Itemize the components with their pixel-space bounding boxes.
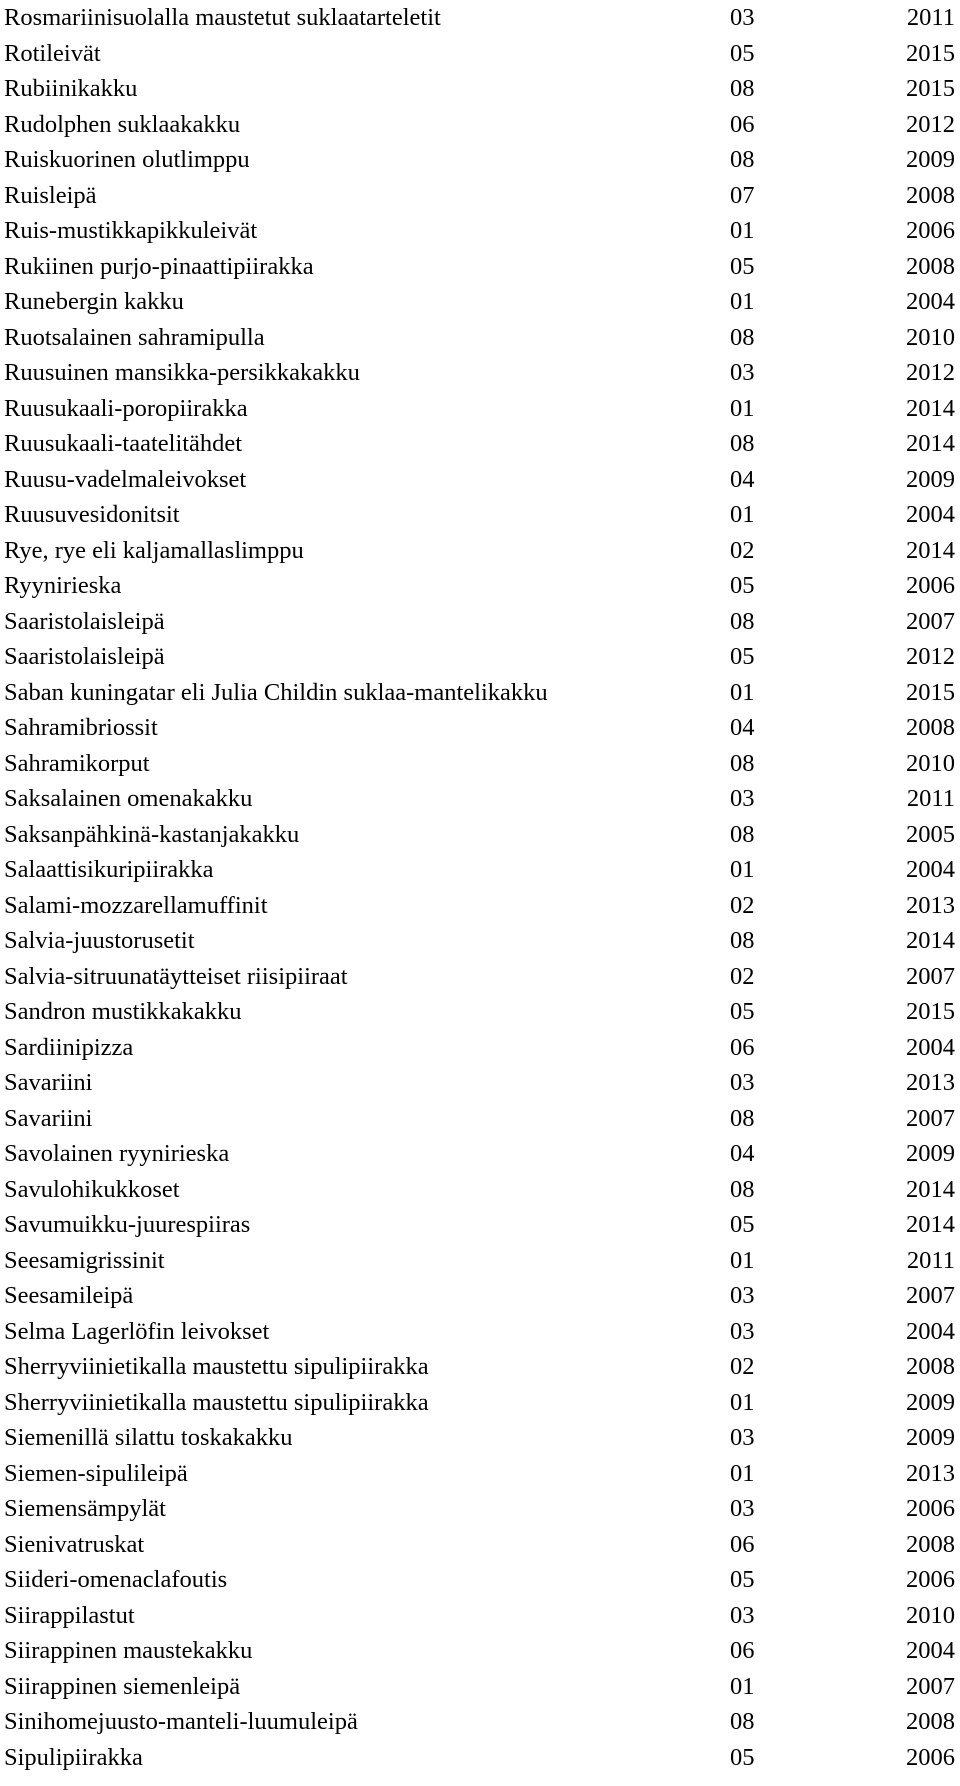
issue-year: 2014: [906, 536, 955, 564]
list-item: [0, 923, 960, 959]
recipe-name: Ruiskuorinen olutlimppu: [4, 146, 250, 173]
recipe-name: Ruusukaali-poropiirakka: [4, 394, 248, 422]
issue-number: 04: [730, 465, 755, 493]
recipe-name: Salvia-sitruunatäytteiset riisipiiraat: [4, 962, 348, 990]
issue-number: 01: [730, 288, 755, 315]
list-item: [0, 284, 960, 320]
list-item: [0, 1207, 960, 1243]
issue-year: 2013: [906, 891, 955, 919]
recipe-name: Saaristolaisleipä: [4, 643, 165, 670]
issue-year: 2009: [906, 1140, 955, 1167]
issue-number: 05: [730, 572, 755, 599]
issue-number: 03: [730, 1317, 755, 1345]
recipe-name: Sahramibriossit: [4, 714, 158, 741]
recipe-name: Rukiinen purjo-pinaattipiirakka: [4, 252, 314, 280]
issue-year: 2013: [906, 1069, 955, 1096]
recipe-name: Siemensämpylät: [4, 1495, 166, 1522]
list-item: [0, 994, 960, 1030]
issue-number: 05: [730, 252, 755, 280]
issue-number: 07: [730, 181, 755, 209]
recipe-name: Siemen-sipulileipä: [4, 1459, 188, 1487]
issue-year: 2010: [906, 749, 955, 777]
issue-year: 2008: [906, 1708, 955, 1735]
recipe-name: Saksanpähkinä-kastanjakakku: [4, 820, 300, 848]
issue-number: 05: [730, 643, 755, 670]
issue-number: 02: [730, 891, 755, 919]
issue-year: 2008: [906, 181, 955, 209]
recipe-name: Siideri-omenaclafoutis: [4, 1566, 228, 1593]
list-item: [0, 355, 960, 391]
issue-number: 08: [730, 430, 755, 457]
issue-year: 2008: [906, 1353, 955, 1380]
recipe-name: Sardiinipizza: [4, 1033, 134, 1061]
issue-year: 2009: [906, 146, 955, 173]
issue-year: 2007: [906, 607, 955, 635]
issue-number: 02: [730, 962, 755, 990]
issue-number: 03: [730, 1282, 755, 1309]
list-item: [0, 675, 960, 711]
issue-number: 03: [730, 1424, 755, 1451]
recipe-name: Ruusukaali-taatelitähdet: [4, 430, 243, 457]
issue-year: 2011: [906, 1246, 955, 1274]
list-item: [0, 1740, 960, 1776]
issue-year: 2011: [906, 785, 955, 812]
issue-year: 2014: [906, 394, 955, 422]
issue-number: 01: [730, 217, 755, 244]
recipe-name: Ryynirieska: [4, 572, 122, 599]
list-item: [0, 426, 960, 462]
recipe-name: Runebergin kakku: [4, 288, 184, 315]
recipe-name: Salami-mozzarellamuffinit: [4, 891, 268, 919]
list-item: [0, 1030, 960, 1066]
recipe-name: Siirappinen siemenleipä: [4, 1672, 241, 1700]
recipe-name: Sienivatruskat: [4, 1530, 145, 1558]
list-item: [0, 1136, 960, 1172]
issue-number: 03: [730, 1495, 755, 1522]
issue-number: 08: [730, 749, 755, 777]
issue-number: 08: [730, 1104, 755, 1132]
recipe-name: Savulohikukkoset: [4, 1175, 180, 1203]
list-item: [0, 71, 960, 107]
list-item: [0, 1065, 960, 1101]
issue-number: 03: [730, 785, 755, 812]
issue-year: 2012: [906, 359, 955, 386]
issue-number: 08: [730, 927, 755, 954]
issue-number: 08: [730, 323, 755, 351]
list-item: [0, 391, 960, 427]
recipe-name: Sherryviinietikalla maustettu sipulipiirakka: [4, 1353, 429, 1380]
recipe-name: Rubiinikakku: [4, 75, 138, 102]
issue-year: 2012: [906, 643, 955, 670]
issue-number: 01: [730, 856, 755, 883]
issue-year: 2004: [906, 288, 955, 315]
list-item: [0, 568, 960, 604]
issue-number: 06: [730, 1530, 755, 1558]
recipe-name: Rotileivät: [4, 39, 101, 67]
issue-number: 03: [730, 4, 755, 31]
recipe-name: Saaristolaisleipä: [4, 607, 165, 635]
issue-number: 02: [730, 536, 755, 564]
list-item: [0, 746, 960, 782]
issue-year: 2007: [906, 1104, 955, 1132]
list-item: [0, 781, 960, 817]
recipe-name: Savumuikku-juurespiiras: [4, 1211, 251, 1238]
issue-year: 2014: [906, 1175, 955, 1203]
list-item: [0, 142, 960, 178]
list-item: [0, 1278, 960, 1314]
issue-year: 2009: [906, 465, 955, 493]
list-item: [0, 213, 960, 249]
issue-year: 2015: [906, 75, 955, 102]
issue-year: 2014: [906, 927, 955, 954]
list-item: [0, 107, 960, 143]
list-item: [0, 888, 960, 924]
issue-year: 2009: [906, 1388, 955, 1416]
issue-year: 2010: [906, 1601, 955, 1629]
issue-year: 2007: [906, 1282, 955, 1309]
issue-year: 2009: [906, 1424, 955, 1451]
issue-year: 2004: [906, 501, 955, 528]
issue-year: 2014: [906, 1211, 955, 1238]
issue-year: 2006: [906, 217, 955, 244]
issue-number: 08: [730, 607, 755, 635]
recipe-name: Salaattisikuripiirakka: [4, 856, 214, 883]
issue-year: 2006: [906, 572, 955, 599]
issue-year: 2004: [906, 856, 955, 883]
issue-year: 2008: [906, 252, 955, 280]
issue-number: 01: [730, 678, 755, 706]
list-item: [0, 1562, 960, 1598]
issue-year: 2004: [906, 1637, 955, 1664]
issue-number: 01: [730, 1459, 755, 1487]
list-item: [0, 1349, 960, 1385]
recipe-name: Rudolphen suklaakakku: [4, 110, 241, 138]
issue-number: 03: [730, 1601, 755, 1629]
recipe-name: Selma Lagerlöfin leivokset: [4, 1317, 270, 1345]
issue-number: 05: [730, 1566, 755, 1593]
list-item: [0, 817, 960, 853]
recipe-name: Ruusuinen mansikka-persikkakakku: [4, 359, 360, 386]
issue-number: 04: [730, 1140, 755, 1167]
recipe-name: Rye, rye eli kaljamallaslimppu: [4, 536, 304, 564]
issue-year: 2004: [906, 1033, 955, 1061]
issue-number: 01: [730, 1246, 755, 1274]
recipe-name: Sherryviinietikalla maustettu sipulipiirakka: [4, 1388, 429, 1416]
issue-number: 01: [730, 1672, 755, 1700]
issue-number: 06: [730, 1637, 755, 1664]
list-item: [0, 1456, 960, 1492]
recipe-name: Siirappilastut: [4, 1601, 135, 1629]
issue-year: 2010: [906, 323, 955, 351]
issue-year: 2011: [906, 4, 955, 31]
issue-year: 2012: [906, 110, 955, 138]
issue-number: 06: [730, 110, 755, 138]
recipe-name: Savariini: [4, 1069, 93, 1096]
issue-year: 2004: [906, 1317, 955, 1345]
recipe-name: Ruisleipä: [4, 181, 97, 209]
list-item: [0, 249, 960, 285]
recipe-name: Sinihomejuusto-manteli-luumuleipä: [4, 1708, 358, 1735]
recipe-name: Saksalainen omenakakku: [4, 785, 253, 812]
issue-year: 2006: [906, 1566, 955, 1593]
issue-year: 2005: [906, 820, 955, 848]
issue-year: 2015: [906, 39, 955, 67]
issue-number: 08: [730, 75, 755, 102]
list-item: [0, 1491, 960, 1527]
list-item: [0, 497, 960, 533]
issue-year: 2006: [906, 1743, 955, 1771]
issue-year: 2006: [906, 1495, 955, 1522]
recipe-name: Sipulipiirakka: [4, 1743, 143, 1771]
issue-number: 05: [730, 39, 755, 67]
list-item: [0, 1385, 960, 1421]
issue-number: 08: [730, 1175, 755, 1203]
issue-number: 01: [730, 501, 755, 528]
issue-number: 04: [730, 714, 755, 741]
list-item: [0, 1101, 960, 1137]
recipe-name: Siirappinen maustekakku: [4, 1637, 253, 1664]
list-item: [0, 639, 960, 675]
issue-year: 2013: [906, 1459, 955, 1487]
recipe-name: Ruis-mustikkapikkuleivät: [4, 217, 258, 244]
list-item: [0, 1527, 960, 1563]
list-item: [0, 320, 960, 356]
issue-number: 08: [730, 146, 755, 173]
issue-year: 2007: [906, 962, 955, 990]
recipe-name: Seesamigrissinit: [4, 1246, 165, 1274]
list-item: [0, 1172, 960, 1208]
list-item: [0, 36, 960, 72]
issue-number: 02: [730, 1353, 755, 1380]
issue-number: 08: [730, 1708, 755, 1735]
issue-number: 01: [730, 1388, 755, 1416]
list-item: [0, 1598, 960, 1634]
list-item: [0, 1314, 960, 1350]
recipe-name: Sahramikorput: [4, 749, 150, 777]
list-item: [0, 0, 960, 36]
list-item: [0, 462, 960, 498]
list-item: [0, 1669, 960, 1705]
recipe-name: Savolainen ryynirieska: [4, 1140, 230, 1167]
issue-number: 03: [730, 1069, 755, 1096]
recipe-name: Saban kuningatar eli Julia Childin suklaa-mantelikakku: [4, 678, 548, 706]
issue-year: 2007: [906, 1672, 955, 1700]
issue-number: 05: [730, 998, 755, 1025]
recipe-name: Rosmariinisuolalla maustetut suklaatarteletit: [4, 4, 441, 31]
issue-year: 2014: [906, 430, 955, 457]
recipe-name: Ruusuvesidonitsit: [4, 501, 180, 528]
list-item: [0, 1704, 960, 1740]
issue-number: 03: [730, 359, 755, 386]
issue-year: 2008: [906, 714, 955, 741]
list-item: [0, 1420, 960, 1456]
recipe-name: Sandron mustikkakakku: [4, 998, 242, 1025]
issue-number: 05: [730, 1743, 755, 1771]
issue-number: 08: [730, 820, 755, 848]
list-item: [0, 959, 960, 995]
recipe-name: Seesamileipä: [4, 1282, 134, 1309]
list-item: [0, 710, 960, 746]
recipe-name: Ruusu-vadelmaleivokset: [4, 465, 247, 493]
list-item: [0, 852, 960, 888]
issue-number: 01: [730, 394, 755, 422]
list-item: [0, 604, 960, 640]
list-item: [0, 1243, 960, 1279]
list-item: [0, 178, 960, 214]
recipe-name: Ruotsalainen sahramipulla: [4, 323, 265, 351]
issue-number: 06: [730, 1033, 755, 1061]
issue-year: 2015: [906, 998, 955, 1025]
recipe-name: Siemenillä silattu toskakakku: [4, 1424, 293, 1451]
list-item: [0, 533, 960, 569]
issue-year: 2015: [906, 678, 955, 706]
list-item: [0, 1633, 960, 1669]
recipe-name: Savariini: [4, 1104, 93, 1132]
issue-year: 2008: [906, 1530, 955, 1558]
issue-number: 05: [730, 1211, 755, 1238]
recipe-name: Salvia-juustorusetit: [4, 927, 195, 954]
